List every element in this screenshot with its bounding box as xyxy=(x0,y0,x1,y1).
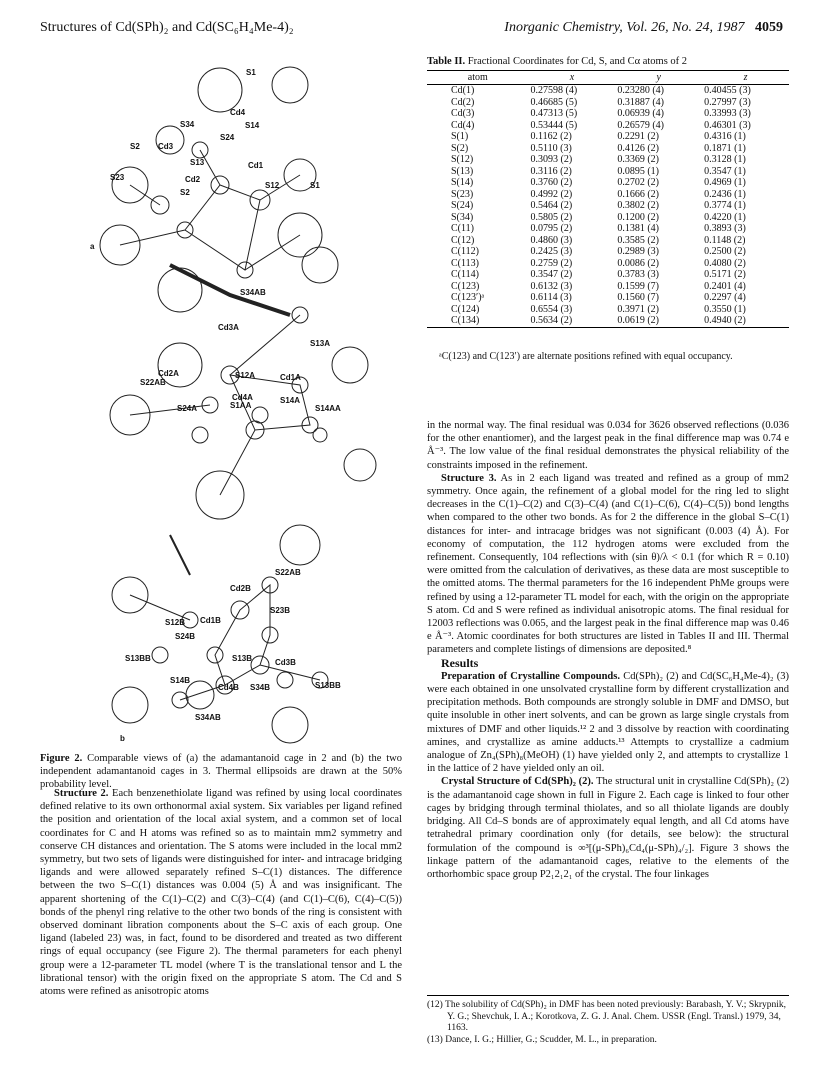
table-cell: S(23) xyxy=(451,188,474,200)
table-cell: 0.2500 (2) xyxy=(704,246,746,257)
page-number: 4059 xyxy=(755,20,783,35)
table-row xyxy=(427,189,789,201)
fig-label: S1AA xyxy=(230,401,252,410)
fig-label: S34 xyxy=(180,120,195,129)
table-row xyxy=(427,108,789,120)
fig-label: S2 xyxy=(180,188,190,197)
table-cell: 0.1666 (2) xyxy=(617,188,660,200)
table-cell: 0.3116 (2) xyxy=(530,165,572,177)
fig-label: Cd3 xyxy=(158,142,174,151)
fig-label: Cd2A xyxy=(158,369,179,378)
fig-label: S12 xyxy=(265,181,280,190)
fig-label: S14AA xyxy=(315,404,341,413)
table-cell: 0.3093 (2) xyxy=(530,154,573,165)
table-cell: S(12) xyxy=(451,154,474,165)
table-cell: S(13) xyxy=(451,165,474,177)
fig-label: S2 xyxy=(130,142,140,151)
table-cell: C(112) xyxy=(451,246,479,257)
col-header: x xyxy=(529,71,616,85)
table-cell: 0.2702 (2) xyxy=(617,177,660,188)
table-row xyxy=(427,120,789,132)
table-cell: 0.3893 (3) xyxy=(704,223,746,234)
table-cell: 0.2436 (1) xyxy=(704,188,746,200)
table-cell: 0.2297 (4) xyxy=(704,292,746,303)
fig-label: a xyxy=(90,242,95,251)
table-row xyxy=(427,154,789,166)
table-cell: 0.47313 (5) xyxy=(530,108,578,119)
table-cell: 0.3802 (2) xyxy=(617,200,660,211)
table-cell: 0.4220 (1) xyxy=(704,211,746,223)
fig-label: S14 xyxy=(245,121,260,130)
table-row xyxy=(427,85,789,97)
figure-caption: Figure 2. Comparable views of (a) the adamantanoid cage in 2 and (b) the two independent adamantanoid cages in 3. Thermal ellipsoids are drawn at the 50% probability level. xyxy=(40,753,402,790)
table-cell: 0.3783 (3) xyxy=(617,269,660,280)
table-row xyxy=(427,258,789,270)
table-cell: 0.2401 (4) xyxy=(704,280,746,292)
table-cell: 0.6114 (3) xyxy=(530,292,572,303)
table-cell: S(2) xyxy=(451,142,469,154)
running-header-right xyxy=(504,20,783,36)
fig-label: S12B xyxy=(165,618,186,627)
table-cell: 0.1162 (2) xyxy=(530,131,572,142)
fig-label: Cd1 xyxy=(248,161,264,170)
fig-label: Cd3B xyxy=(275,658,296,667)
fig-label: Cd4B xyxy=(218,683,239,692)
table-cell: 0.26579 (4) xyxy=(617,119,665,131)
table-cell: 0.5464 (2) xyxy=(530,200,573,211)
running-header-left: Structures of Cd(SPh)₂ and Cd(SC₆H₄Me-4)₂ xyxy=(40,20,294,35)
table-cell: 0.2759 (2) xyxy=(530,257,573,269)
table-cell: C(124) xyxy=(451,303,480,315)
table-cell: 0.1560 (7) xyxy=(617,292,660,303)
fig-label: S23B xyxy=(270,606,291,615)
table-row xyxy=(427,235,789,247)
fig-label: S13A xyxy=(310,339,331,348)
fig-label: S34AB xyxy=(195,713,221,722)
table-cell: Cd(4) xyxy=(451,119,475,131)
reference-12: (12) The solubility of Cd(SPh)₂ in DMF has been noted previously: Barabash, Y. V.; Skrypnik, Y. G.; Shevchuk, I. A.; Korotkova, Z. G. J. Anal. Chem. USSR (Engl. Transl.) 1979, 34, 1163. xyxy=(427,1000,787,1033)
figure-panel-b-top xyxy=(110,265,376,519)
fig-label: Cd1A xyxy=(280,373,301,382)
table-row xyxy=(427,131,789,143)
figure-2-ortep-drawing xyxy=(70,55,400,745)
table-cell: 0.3547 (1) xyxy=(704,165,746,177)
fig-label: S24 xyxy=(220,133,235,142)
fig-label: S14A xyxy=(280,396,301,405)
table-row xyxy=(427,212,789,224)
table-row xyxy=(427,304,789,316)
table-cell: 0.1381 (4) xyxy=(617,223,660,234)
table-row xyxy=(427,269,789,281)
fig-label: S23 xyxy=(110,173,125,182)
table-cell: C(113) xyxy=(451,257,479,269)
table-cell: 0.0895 (1) xyxy=(617,165,660,177)
table-cell: 0.6554 (3) xyxy=(530,303,573,315)
fig-label: Cd2B xyxy=(230,584,251,593)
table-cell: 0.27997 (3) xyxy=(704,96,751,108)
table-cell: 0.3971 (2) xyxy=(617,303,660,315)
table-cell: Cd(1) xyxy=(451,85,475,96)
table-cell: 0.0795 (2) xyxy=(530,223,573,234)
table-cell: S(1) xyxy=(451,131,469,142)
table-row xyxy=(427,177,789,189)
table-cell: 0.3774 (1) xyxy=(704,200,746,211)
table-cell: 0.3585 (2) xyxy=(617,234,660,246)
table-cell: S(14) xyxy=(451,177,474,188)
paragraph: in the normal way. The final residual was 0.034 for 3626 observed reflections (0.036 for the other enantiomer), and the largest peak in the final difference map was 0.74 e Å⁻³. The low value of the final residual demonstrates the physical reliability of the constraints imposed in the refinement. xyxy=(427,420,789,471)
fig-label: S22AB xyxy=(140,378,166,387)
paragraph-structure-3: Structure 3. As in 2 each ligand was treated and refined as a group of mm2 symmetry. Once again, the refinement of a global model for the ring led to slight decreases in the C(1)–C(2) and C(3)–C(4) (and C(1)–C(6), C(4)–C(5)) bond lengths when compared to the other two bonds. As for 2 the difference in the global S–C(1) distances for inter- and intracage bridges was not significant (0.003 (4) Å). For economy of computation, the 112 hydrogen atoms were excluded from the refinement. Consequently, 104 reflections with (sin θ)/λ < 0.1 (for which R = 0.10) were omitted from the calculation of derivatives, as these data are most susceptible to the omitted atoms. The thermal parameters for the 16 independent PhMe groups were refined by using a 12-parameter TL model for each, with the origin on the appropriate S atom. Cd and S were refined as individual anisotropic atoms. The final residual for 12003 reflections was 0.065, and the largest peak in the final difference map was 0.46 e Å⁻³. Atomic coordinates for both structures are listed in Tables II and III. Thermal parameters and complete listings of dimensions are deposited.⁸ xyxy=(427,472,789,656)
table-cell: 0.6132 (3) xyxy=(530,280,573,292)
fig-label: S13B xyxy=(232,654,253,663)
table-row xyxy=(427,200,789,212)
table-cell: 0.5110 (3) xyxy=(530,142,572,154)
reference-13: (13) Dance, I. G.; Hillier, G.; Scudder, M. L., in preparation. xyxy=(427,1034,657,1045)
table-row xyxy=(427,292,789,304)
table-row xyxy=(427,223,789,235)
fig-label: S1 xyxy=(246,68,256,77)
journal-citation: Inorganic Chemistry, Vol. 26, No. 24, 1987 xyxy=(504,20,745,35)
table-row xyxy=(427,315,789,327)
table-header-row xyxy=(427,71,789,85)
table-cell: S(34) xyxy=(451,211,474,223)
table-cell: Cd(3) xyxy=(451,108,475,119)
table-cell: 0.4126 (2) xyxy=(617,142,660,154)
fig-label: S34B xyxy=(250,683,271,692)
figure-labels xyxy=(90,68,341,743)
table-cell: 0.0086 (2) xyxy=(617,257,660,269)
table-cell: S(24) xyxy=(451,200,474,211)
table-footnote: ᵃC(123) and C(123′) are alternate positions refined with equal occupancy. xyxy=(439,351,733,362)
table-cell: 0.46301 (3) xyxy=(704,119,751,131)
table-cell: 0.3128 (1) xyxy=(704,154,746,165)
table-cell: 0.5634 (2) xyxy=(529,315,616,327)
table-cell: 0.4316 (1) xyxy=(704,131,746,142)
footnote-references xyxy=(427,995,789,1046)
table-cell: 0.23280 (4) xyxy=(617,85,665,96)
section-heading: Results xyxy=(441,655,479,670)
table-cell: 0.2425 (3) xyxy=(530,246,573,257)
table-cell: 0.33993 (3) xyxy=(704,108,751,119)
table-cell: 0.3550 (1) xyxy=(704,303,746,315)
table-cell: 0.4992 (2) xyxy=(530,188,573,200)
table-cell: 0.0619 (2) xyxy=(615,315,702,327)
paragraph-crystal-structure: Crystal Structure of Cd(SPh)₂ (2). The structural unit in crystalline Cd(SPh)₂ (2) is the adamantanoid cage shown in full in Figure 2. Each cage is linked to four other cages by bridging through terminal thiolates, and so all thiolate ligands are doubly bridging. All Cd–S bonds are of approximately equal length, and all Cd atoms have tetrahedral primary coordination only (for details, see below): the structural formulation of the compound is ∞³[(μ-SPh)₆Cd₄(μ-SPh)₄/₂]. Figure 3 shows the linkage pattern of the adamantanoid cages, relative to the elements of the orthorhombic space group P2₁2₁2₁ of the crystal. The four linkages xyxy=(427,776,790,880)
fig-label: S13BB xyxy=(315,681,341,690)
table-cell: 0.53444 (5) xyxy=(530,119,578,131)
fig-label: Cd4 xyxy=(230,108,246,117)
table-cell: 0.1200 (2) xyxy=(617,211,660,223)
right-column-text xyxy=(427,419,789,881)
paragraph-structure-2: Structure 2. Each benzenethiolate ligand was refined by using local coordinates defined relative to its own orthonormal axial system. Six variables per ligand refined the position and orientation of the local axial system, and a common set of local coordinates for C and H atoms was refined so as to maintain mm2 symmetry and conserve CH distances and orientation. The S atoms were included in the local mm2 symmetry, but two sets of ligands were distinguished for inter- and intracage bridging ligands and were allowed separately refined S–C(1) distances. The difference between the two S–C(1) distances was 0.004 (5) Å and was insignificant. The apparent shortening of the C(1)–C(2) and C(3)–C(4) (and C(1)–C(6), C(4)–C(5)) bonds of the phenyl ring relative to the other two bonds of the ring is consistent with observed dominant libration components about the S–C axis of each group. One ligand (labeled 23) was, in fact, found to be disordered and treated as two different rings of equal occupancy (see Figure 2). The thermal parameters for each phenyl group were a 12-parameter TL model (where T is the translational tensor and L the librational tensor) with the origin fixed on the appropriate S atom. The Cd and S atoms were refined as anisotropic atoms xyxy=(40,788,402,998)
table-cell: 0.5171 (2) xyxy=(704,269,746,280)
table-cell: C(11) xyxy=(451,223,474,234)
table-cell: 0.4860 (3) xyxy=(530,234,573,246)
col-header: atom xyxy=(427,71,529,85)
fig-label: Cd2 xyxy=(185,175,201,184)
table-cell: 0.06939 (4) xyxy=(617,108,665,119)
fig-label: Cd1B xyxy=(200,616,221,625)
fig-label: S24B xyxy=(175,632,196,641)
table-cell: C(114) xyxy=(451,269,479,280)
figure-panel-b-bottom xyxy=(112,525,328,743)
table-cell: 0.46685 (5) xyxy=(530,96,578,108)
table-cell: 0.5805 (2) xyxy=(530,211,573,223)
fig-label: S24A xyxy=(177,404,198,413)
table-cell: 0.1148 (2) xyxy=(704,234,746,246)
fig-label: S22AB xyxy=(275,568,301,577)
figure-panel-a xyxy=(100,67,338,312)
left-column-text xyxy=(40,787,402,998)
table-cell: 0.3760 (2) xyxy=(530,177,573,188)
fig-label: S34AB xyxy=(240,288,266,297)
table-cell: 0.3369 (2) xyxy=(617,154,660,165)
table-cell: C(123) xyxy=(451,280,480,292)
table-cell: 0.27598 (4) xyxy=(530,85,578,96)
fig-label: S13BB xyxy=(125,654,151,663)
table-cell: 0.3547 (2) xyxy=(530,269,573,280)
fig-label: Cd4A xyxy=(232,393,253,402)
table-row xyxy=(427,166,789,178)
col-header: z xyxy=(702,71,789,85)
table-row xyxy=(427,281,789,293)
table-cell: 0.2989 (3) xyxy=(617,246,660,257)
table-cell: 0.4080 (2) xyxy=(704,257,746,269)
table-cell: 0.1599 (7) xyxy=(617,280,660,292)
table-cell: C(123′)ᵃ xyxy=(451,292,485,303)
table-cell: C(134) xyxy=(427,315,529,327)
table-cell: Cd(2) xyxy=(451,96,475,108)
col-header: y xyxy=(615,71,702,85)
paragraph-preparation: Preparation of Crystalline Compounds. Cd(SPh)₂ (2) and Cd(SC₆H₄Me-4)₂ (3) were each obtained in one unsolvated crystalline form by different crystallization and precipitation methods. Both compounds are strongly soluble in DMF and DMSO, but quite insoluble in other inert solvents, and can be grown as large single crystals from mixtures of DMF and other liquids.¹² 2 and 3 dissolve by reaction with coordinating amines, and crystallize as amine adducts.¹³ Attempts to crystallize a cadmium analogue of Zn₄(SPh)₈(MeOH) (1) have yielded only 2, and attempts to crystallize 1 in the lattice of 2 have yielded only an oil. xyxy=(427,670,789,775)
fig-label: S12A xyxy=(235,371,256,380)
table-cell: 0.40455 (3) xyxy=(704,85,751,96)
fig-label: Cd3A xyxy=(218,323,239,332)
fig-label: b xyxy=(120,734,125,743)
coordinates-table xyxy=(427,70,789,328)
table-row xyxy=(427,143,789,155)
table-cell: C(12) xyxy=(451,234,475,246)
table-row xyxy=(427,246,789,258)
table-cell: 0.1871 (1) xyxy=(704,142,746,154)
table-title: Table II. Fractional Coordinates for Cd, S, and Cα atoms of 2 xyxy=(427,56,688,67)
table-row xyxy=(427,97,789,109)
fig-label: S14B xyxy=(170,676,191,685)
table-cell: 0.31887 (4) xyxy=(617,96,665,108)
fig-label: S1 xyxy=(310,181,320,190)
fig-label: S13 xyxy=(190,158,205,167)
table-cell: 0.4940 (2) xyxy=(702,315,789,327)
table-cell: 0.2291 (2) xyxy=(617,131,660,142)
table-cell: 0.4969 (1) xyxy=(704,177,746,188)
